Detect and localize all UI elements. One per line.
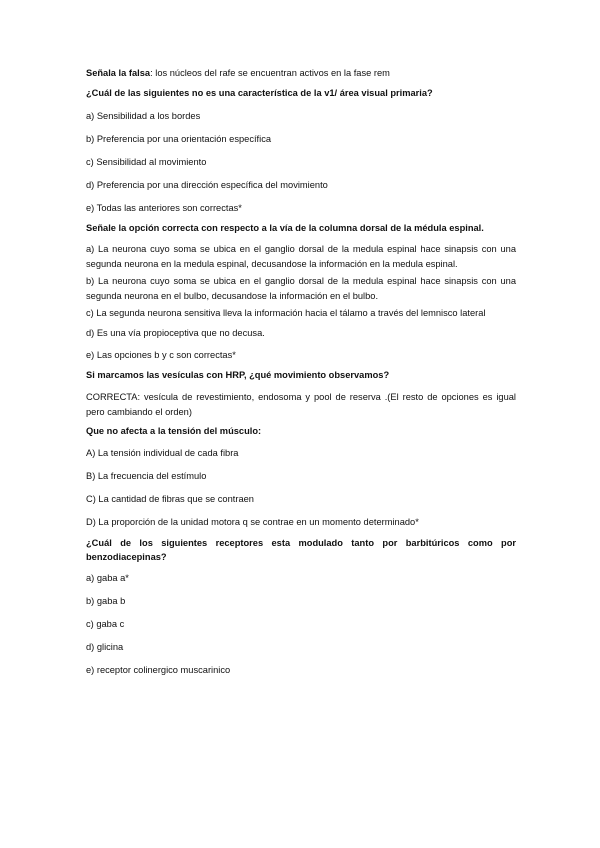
intro-line	[86, 66, 516, 81]
q4-option-d: D) La proporción de la unidad motora q se contrae en un momento determinado*	[86, 517, 419, 527]
q1-option-c: c) Sensibilidad al movimiento	[86, 157, 207, 167]
question-2: Señale la opción correcta con respecto a la vía de la columna dorsal de la médula espinal.	[86, 222, 484, 233]
q5-option-d: d) glicina	[86, 641, 124, 652]
q2-option-b: b) La neurona cuyo soma se ubica en el ganglio dorsal de la medula espinal hace sinapsis con una segunda neurona en el bulbo, decusandose la información en el bulbo.	[86, 276, 516, 301]
q5-option-b: b) gaba b	[86, 595, 126, 606]
q2-option-d: d) Es una vía propioceptiva que no decusa.	[86, 327, 265, 338]
question-1: ¿Cuál de las siguientes no es una característica de la v1/ área visual primaria?	[86, 87, 433, 98]
q2-option-a: a) La neurona cuyo soma se ubica en el ganglio dorsal de la medula espinal hace sinapsis con una segunda neurona en la medula espinal, decusandose la información en la medula espinal.	[86, 244, 516, 269]
q5-option-e: e) receptor colinergico muscarinico	[86, 664, 231, 675]
q2-option-e: e) Las opciones b y c son correctas*	[86, 350, 236, 360]
q4-option-b: B) La frecuencia del estímulo	[86, 471, 207, 481]
q5-option-a: a) gaba a*	[86, 572, 129, 583]
intro-text: : los núcleos del rafe se encuentran activos en la fase rem	[150, 68, 390, 78]
intro-label: Señala la falsa	[86, 68, 151, 78]
question-3: Si marcamos las vesículas con HRP, ¿qué movimiento observamos?	[86, 369, 390, 380]
question-4: Que no afecta a la tensión del músculo:	[86, 426, 262, 436]
q1-option-e: e) Todas las anteriores son correctas*	[86, 203, 242, 213]
q1-option-b: b) Preferencia por una orientación específica	[86, 134, 272, 144]
q4-option-a: A) La tensión individual de cada fibra	[86, 448, 239, 458]
q3-answer: CORRECTA: vesícula de revestimiento, endosoma y pool de reserva .(El resto de opciones es igual pero cambiando el orden)	[86, 392, 516, 417]
q1-option-d: d) Preferencia por una dirección específica del movimiento	[86, 180, 328, 190]
document-page	[86, 66, 516, 677]
q2-option-c: c) La segunda neurona sensitiva lleva la información hacia el tálamo a través del lemnisco lateral	[86, 308, 486, 318]
q4-option-c: C) La cantidad de fibras que se contraen	[86, 494, 254, 504]
q1-option-a: a) Sensibilidad a los bordes	[86, 111, 201, 121]
q5-option-c: c) gaba c	[86, 618, 125, 629]
question-5: ¿Cuál de los siguientes receptores esta modulado tanto por barbitúricos como por benzodiacepinas?	[86, 537, 516, 562]
